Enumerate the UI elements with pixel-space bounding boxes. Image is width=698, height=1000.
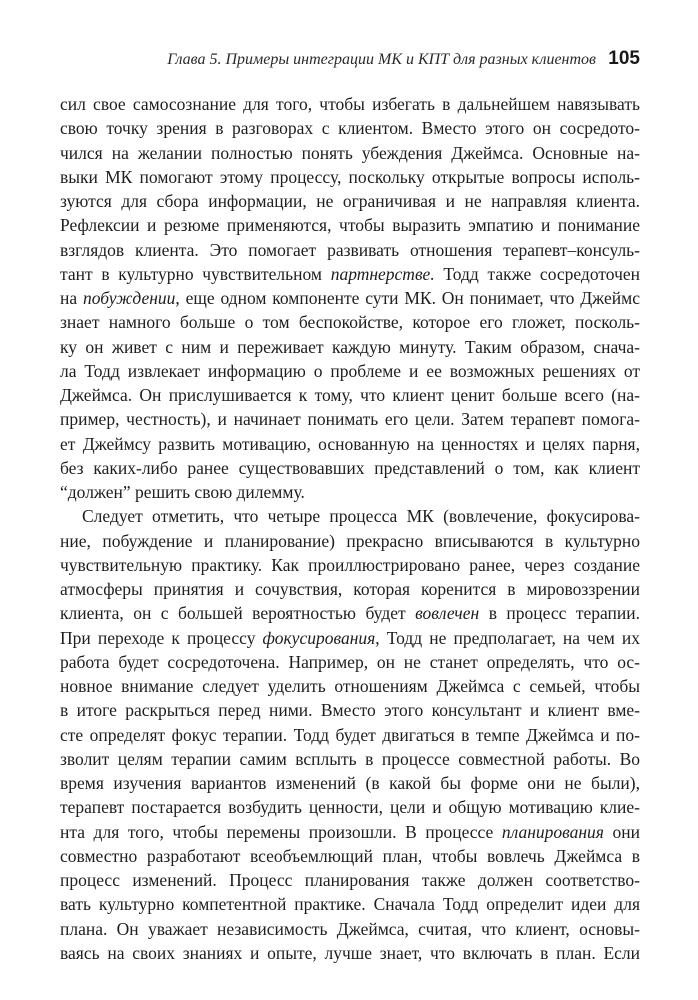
text-segment: без каких-либо ранее существовавших представлений о том, как клиент (60, 457, 640, 478)
text-segment: “должен” решить свою дилемму. (60, 482, 305, 502)
text-segment: Следует отметить, что четыре процесса МК (вовлечение, фокусирова- (82, 506, 640, 527)
text-line (60, 723, 640, 747)
text-segment: ваясь на своих знаниях и опыте, лучше знает, что включать в план. Если (60, 942, 640, 963)
text-segment: чился на желании полностью понять убеждения Джеймса. Основные на- (60, 142, 640, 163)
text-segment: , Тодд не предполагает, на чем их (375, 627, 640, 648)
body-text (60, 92, 640, 965)
running-header (60, 48, 640, 74)
text-segment: в процесс терапии. (479, 603, 640, 624)
text-line (60, 238, 640, 262)
text-segment: Джеймса. Он прислушивается к тому, что клиент ценит больше всего (на- (60, 385, 640, 405)
text-segment: зволит целям терапии самим всплыть в процессе совместной работы. Во (60, 748, 640, 769)
text-segment: плана. Он уважает независимость Джеймса, считая, что клиент, основы- (60, 918, 640, 939)
text-line (60, 286, 640, 310)
text-segment: новное внимание следует уделить отношениям Джеймса с семьей, чтобы (60, 676, 640, 696)
text-line (60, 92, 640, 116)
text-line (60, 504, 640, 528)
text-line (60, 335, 640, 359)
text-line (60, 868, 640, 892)
text-line (60, 213, 640, 237)
italic-term: планирования (501, 821, 604, 842)
text-segment: ние, побуждение и планирование) прекрасно вписываются в культурно (60, 530, 640, 551)
text-segment: на (60, 288, 83, 308)
italic-term: фокусирования (262, 627, 376, 648)
text-segment: Рефлексии и резюме применяются, чтобы выразить эмпатию и понимание (60, 215, 640, 236)
text-line (60, 262, 640, 286)
text-segment: процесс изменений. Процесс планирования также должен соответство- (60, 870, 640, 890)
text-segment: клиента, он с большей вероятностью будет (60, 603, 416, 624)
text-line (60, 626, 640, 650)
text-segment: терапевт постарается возбудить ценности, цели и общую мотивацию клие- (60, 797, 640, 818)
text-segment: знает намного больше о том беспокойстве, которое его гложет, посколь- (60, 312, 640, 333)
text-line (60, 165, 640, 189)
text-segment: атмосферы принятия и сочувствия, которая коренится в мировоззрении (60, 579, 640, 599)
text-line (60, 820, 640, 844)
text-line (60, 674, 640, 698)
text-line (60, 480, 640, 504)
text-segment: нта для того, чтобы перемены произошли. В процессе (60, 821, 502, 842)
text-segment: свою точку зрения в разговорах с клиентом. Вместо этого он сосредото- (60, 118, 640, 139)
text-line (60, 456, 640, 480)
text-segment: зуются для сбора информации, не ограничивая и не направляя клиента. (60, 191, 640, 211)
text-segment: вать культурно компетентной практике. Сначала Тодд определит идеи для (60, 894, 640, 915)
italic-term: вовлечен (415, 603, 480, 624)
paragraph (60, 504, 640, 965)
text-segment: пример, честность), и начинает понимать его цели. Затем терапевт помога- (60, 409, 640, 430)
text-line (60, 747, 640, 771)
paragraph (60, 92, 640, 504)
text-segment: выки МК помогают этому процессу, поскольку открытые вопросы исполь- (60, 166, 640, 187)
text-segment: сте определят фокус терапии. Тодд будет двигаться в темпе Джеймса и по- (60, 724, 640, 745)
text-segment: в итоге раскрыться перед ними. Вместо этого консультант и клиент вме- (60, 700, 640, 721)
text-line (60, 553, 640, 577)
text-line (60, 650, 640, 674)
italic-term: побуждении (82, 288, 176, 308)
text-line (60, 892, 640, 916)
text-line (60, 141, 640, 165)
chapter-title: Глава 5. Примеры интеграции МК и КПТ для разных клиентов (167, 51, 596, 68)
text-line (60, 698, 640, 722)
text-segment: чувствительную практику. Как проиллюстрировано ранее, через создание (60, 554, 640, 575)
text-line (60, 310, 640, 334)
text-line (60, 432, 640, 456)
text-segment: сил свое самосознание для того, чтобы избегать в дальнейшем навязывать (60, 94, 640, 114)
text-line (60, 383, 640, 407)
text-line (60, 529, 640, 553)
text-line (60, 795, 640, 819)
page-number: 105 (608, 48, 640, 69)
italic-term: партнерстве. (330, 263, 435, 284)
text-segment: ет Джеймсу развить мотивацию, основанную на ценностях и целях парня, (60, 433, 640, 454)
text-segment: ла Тодд извлекает информацию о проблеме и ее возможных решениях от (60, 360, 640, 381)
text-segment: время изучения вариантов изменений (в какой бы форме они не были), (60, 773, 640, 793)
text-line (60, 601, 640, 625)
text-segment: ку он живет с ним и переживает каждую минуту. Таким образом, снача- (60, 336, 640, 357)
text-segment: , еще одном компоненте сути МК. Он понимает, что Джеймс (175, 288, 640, 308)
text-segment: совместно разработают всеобъемлющий план, чтобы вовлечь Джеймса в (60, 845, 640, 866)
text-line (60, 189, 640, 213)
text-line (60, 941, 640, 965)
text-line (60, 917, 640, 941)
text-segment: При переходе к процессу (60, 627, 263, 648)
text-segment: взглядов клиента. Это помогает развивать отношения терапевт–консуль- (60, 239, 640, 260)
text-line (60, 407, 640, 431)
text-segment: тант в культурно чувствительном (60, 263, 331, 284)
text-segment: они (603, 821, 640, 842)
text-line (60, 771, 640, 795)
text-line (60, 359, 640, 383)
text-line (60, 116, 640, 140)
text-line (60, 577, 640, 601)
text-segment: работа будет сосредоточена. Например, он не станет определять, что ос- (60, 651, 640, 672)
text-line (60, 844, 640, 868)
text-segment: Тодд также сосредоточен (434, 263, 640, 284)
